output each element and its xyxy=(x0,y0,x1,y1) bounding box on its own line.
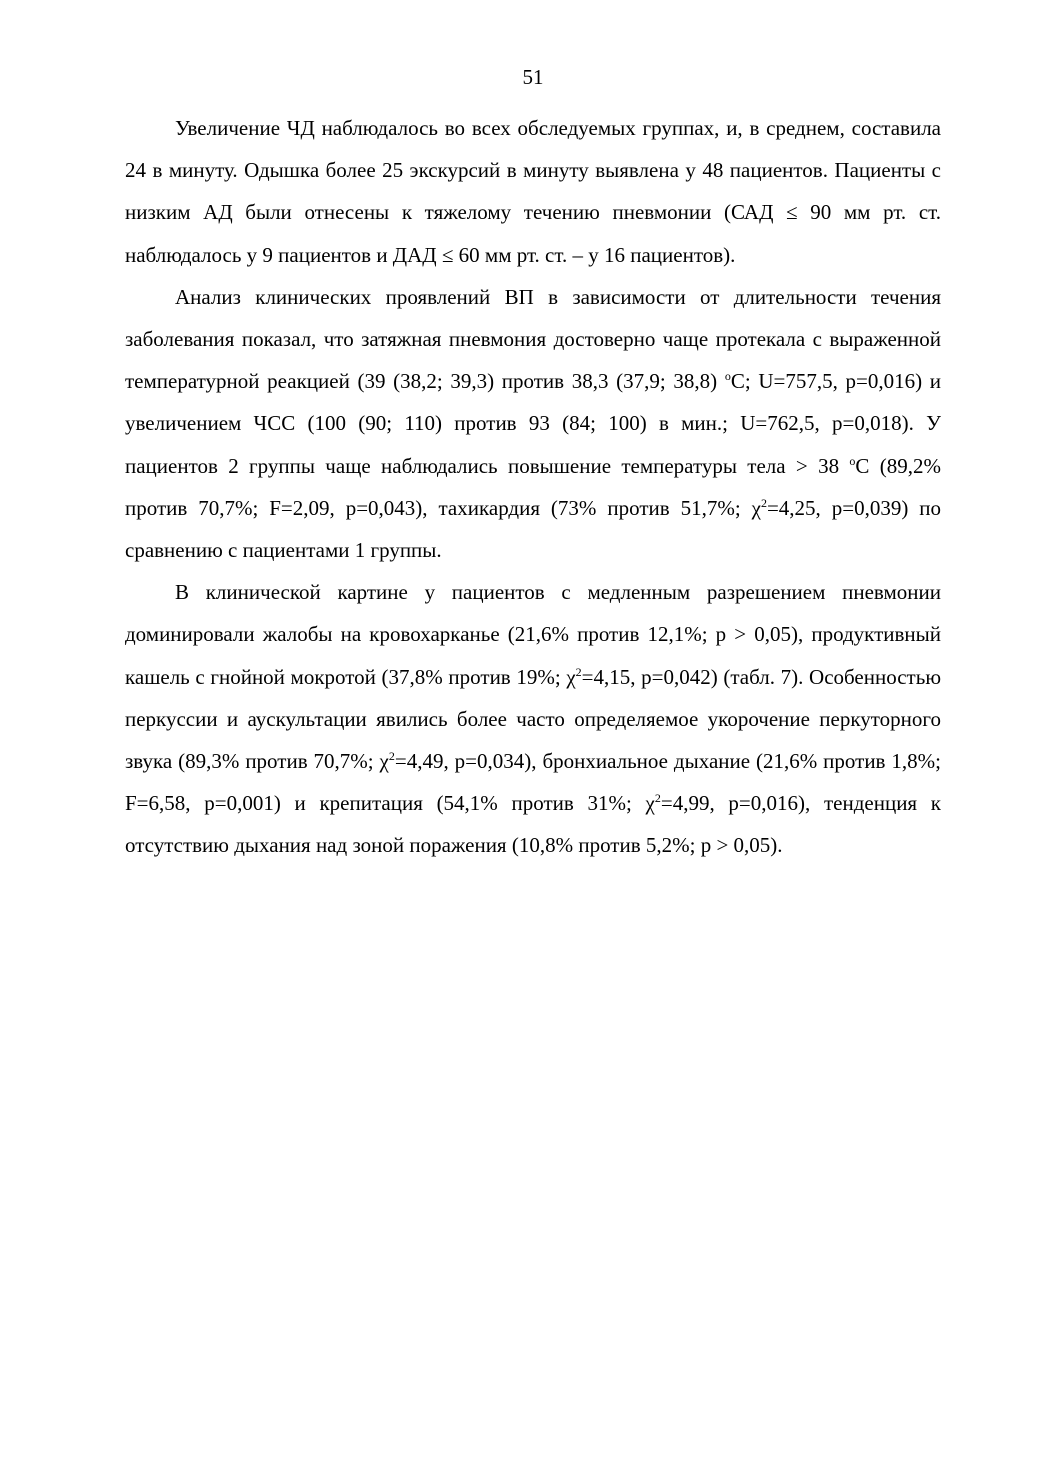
body-text xyxy=(125,107,941,867)
exponent-superscript: 2 xyxy=(760,495,767,510)
paragraph-text: =4,25, p=0,039) по сравнению с пациентами 1 группы. xyxy=(125,495,941,563)
degree-superscript: о xyxy=(849,453,856,468)
paragraph-text: С; U=757,5, p=0,016) и увеличением ЧСС (100 (90; 110) против 93 (84; 100) в мин.; U=762,5, p=0,018). У пациентов 2 группы чаще наблюдались повышение температуры тела > 38 xyxy=(125,369,941,478)
paragraph-text: =4,99, p=0,016), тенденция к отсутствию дыхания над зоной поражения (10,8% против 5,2%; p > 0,05). xyxy=(125,791,941,858)
exponent-superscript: 2 xyxy=(575,664,582,679)
paragraph-text: Анализ клинических проявлений ВП в зависимости от длительности течения заболевания показал, что затяжная пневмония достоверно чаще протекала с выраженной температурной реакцией (39 (38,2; 39,3) против 38,3 (37,9; 38,8) xyxy=(125,284,941,394)
paragraph-text: В клинической картине у пациентов с медленным разрешением пневмонии доминировали жалобы на кровохарканье (21,6% против 12,1%; p > 0,05), продуктивный кашель с гнойной мокротой (37,8% против 19%; χ xyxy=(125,580,941,689)
paragraph-text: С (89,2% против 70,7%; F=2,09, p=0,043), тахикардия (73% против 51,7%; χ xyxy=(125,453,941,520)
paragraph-text: =4,15, p=0,042) (табл. 7). Особенностью перкуссии и аускультации явились более часто определяемое укорочение перкуторного звука (89,3% против 70,7%; χ xyxy=(125,664,942,774)
paragraph-3 xyxy=(125,571,941,866)
degree-superscript: о xyxy=(724,369,731,384)
paragraph-text: =4,49, p=0,034), бронхиальное дыхание (21,6% против 1,8%; F=6,58, p=0,001) и крепитация (54,1% против 31%; χ xyxy=(125,749,941,816)
exponent-superscript: 2 xyxy=(388,749,395,764)
paragraph-text: Увеличение ЧД наблюдалось во всех обследуемых группах, и, в среднем, составила 24 в минуту. Одышка более 25 экскурсий в минуту выявлена у 48 пациентов. Пациенты с низким АД были отнесены к тяжелому течению пневмонии (САД ≤ 90 мм рт. ст. наблюдалось у 9 пациентов и ДАД ≤ 60 мм рт. ст. – у 16 пациентов). xyxy=(125,116,941,267)
exponent-superscript: 2 xyxy=(654,791,661,806)
paragraph-2 xyxy=(125,276,941,571)
paragraph-1 xyxy=(125,107,941,276)
page-number: 51 xyxy=(522,65,544,89)
